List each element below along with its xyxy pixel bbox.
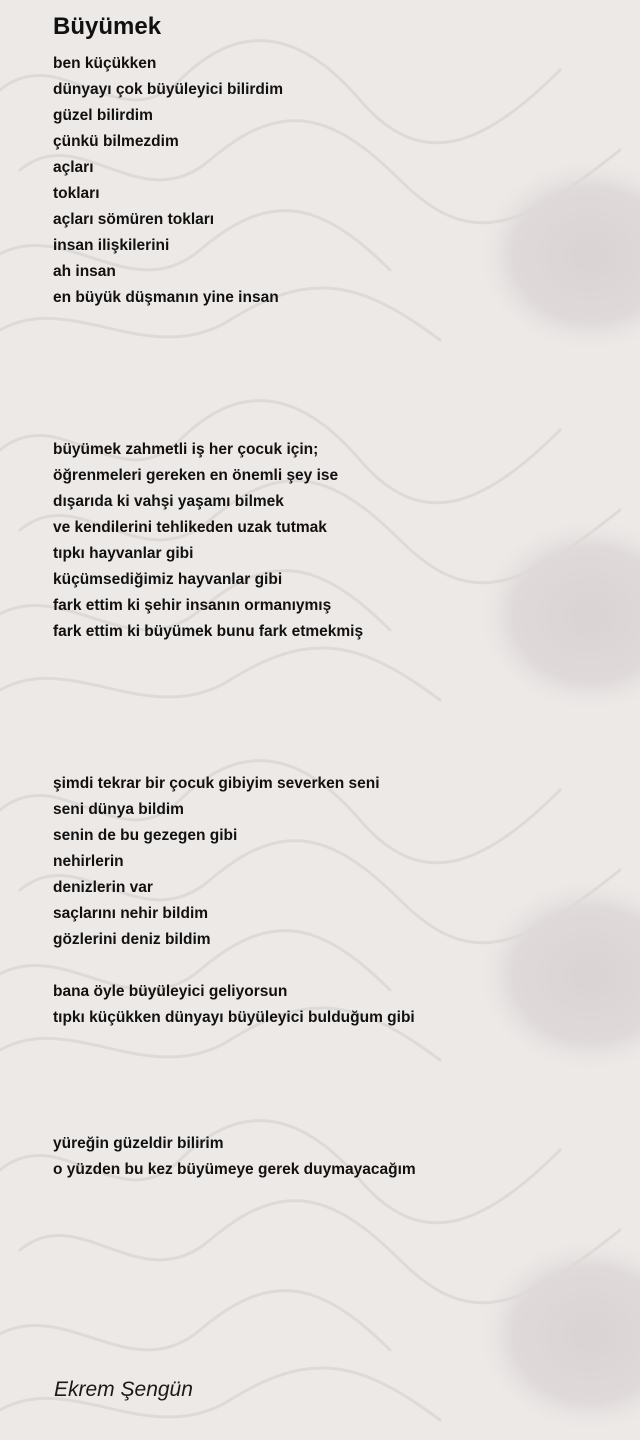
poem-line: dünyayı çok büyüleyici bilirdim bbox=[53, 81, 283, 98]
poem-line: çünkü bilmezdim bbox=[53, 133, 179, 150]
poem-line: saçlarını nehir bildim bbox=[53, 905, 209, 922]
poem-line: ve kendilerini tehlikeden uzak tutmak bbox=[53, 519, 327, 536]
poem-line: o yüzden bu kez büyümeye gerek duymayacağım bbox=[53, 1161, 416, 1178]
poem-line: güzel bilirdim bbox=[53, 107, 153, 124]
poem-title: Büyümek bbox=[53, 13, 162, 40]
poem-line: fark ettim ki şehir insanın ormanıymış bbox=[53, 597, 332, 614]
poem-line: fark ettim ki büyümek bunu fark etmekmiş bbox=[53, 623, 364, 640]
poem-line: insan ilişkilerini bbox=[53, 237, 170, 254]
poem-line: en büyük düşmanın yine insan bbox=[53, 289, 279, 306]
poem-line: dışarıda ki vahşi yaşamı bilmek bbox=[53, 493, 284, 510]
poem-line: nehirlerin bbox=[53, 853, 124, 870]
poem-line: tıpkı küçükken dünyayı büyüleyici bulduğum gibi bbox=[53, 1009, 415, 1026]
poem-line: ben küçükken bbox=[53, 55, 157, 72]
poem-line: tokları bbox=[53, 185, 100, 202]
author-name: Ekrem Şengün bbox=[54, 1378, 193, 1401]
poem-line: öğrenmeleri gereken en önemli şey ise bbox=[53, 467, 339, 484]
poem-line: ah insan bbox=[53, 263, 116, 280]
poem-line: küçümsediğimiz hayvanlar gibi bbox=[53, 571, 283, 588]
poem-line: büyümek zahmetli iş her çocuk için; bbox=[53, 441, 319, 458]
poem-line: açları bbox=[53, 159, 94, 176]
poem-line: açları sömüren tokları bbox=[53, 211, 215, 228]
poem-line: yüreğin güzeldir bilirim bbox=[53, 1135, 224, 1152]
poem-line: seni dünya bildim bbox=[53, 801, 184, 818]
poem-line: gözlerini deniz bildim bbox=[53, 931, 211, 948]
poem-line: senin de bu gezegen gibi bbox=[53, 827, 238, 844]
poem-line: bana öyle büyüleyici geliyorsun bbox=[53, 983, 288, 1000]
poem-line: tıpkı hayvanlar gibi bbox=[53, 545, 194, 562]
poem-line: şimdi tekrar bir çocuk gibiyim severken seni bbox=[53, 775, 380, 792]
poem-line: denizlerin var bbox=[53, 879, 153, 896]
